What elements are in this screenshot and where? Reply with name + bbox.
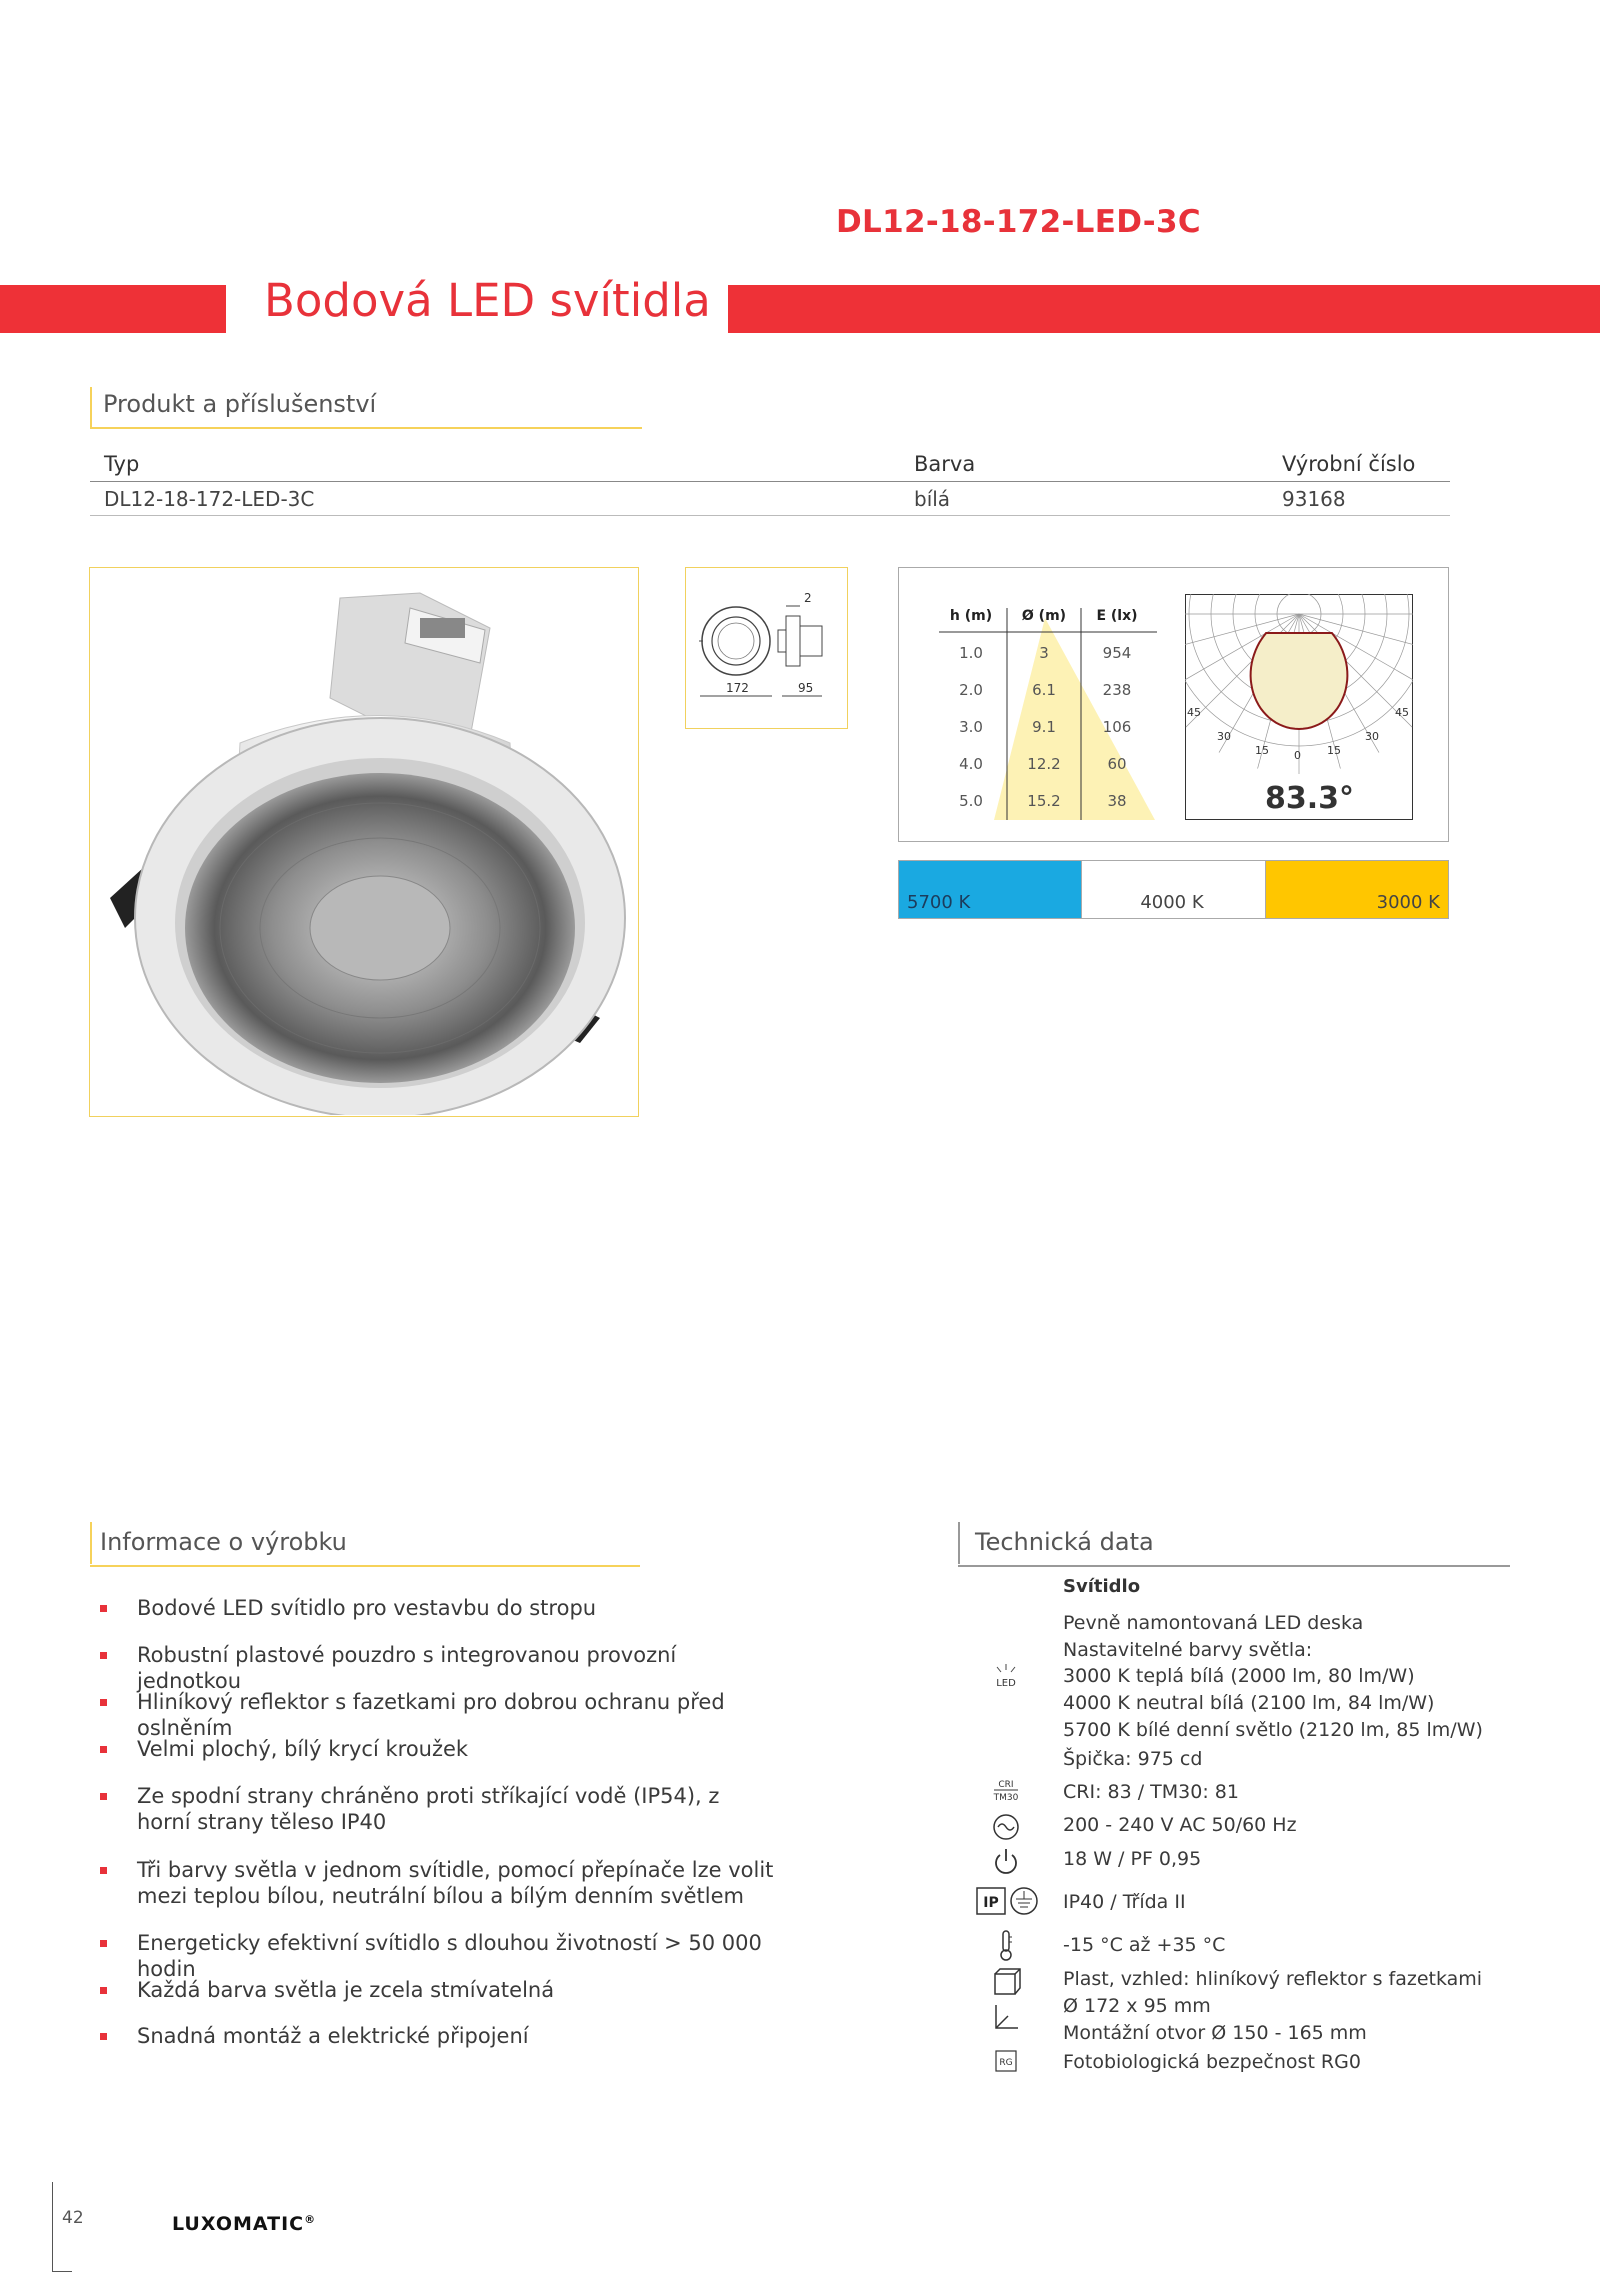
polar-label-45r: 45 [1395,706,1409,719]
bullet-marker [100,1867,107,1874]
temp-value: -15 °C až +35 °C [1063,1934,1226,1956]
polar-label-30r: 30 [1365,730,1379,743]
voltage-value: 200 - 240 V AC 50/60 Hz [1063,1814,1297,1836]
section-marker [958,1522,960,1564]
feature-item: Ze spodní strany chráněno proti stříkající vodě (IP54), z horní strany těleso IP40 [137,1784,720,1834]
illum-header-e: E (lx) [1096,608,1138,624]
product-photo-frame [89,567,639,1117]
led-line: Nastavitelné barvy světla: [1063,1639,1313,1661]
material-line: Ø 172 x 95 mm [1063,1995,1211,2017]
dim-width: 172 [726,681,749,695]
ip-value: IP40 / Třída II [1063,1891,1186,1913]
dimension-drawing-frame [685,567,848,729]
ip-class-icon [976,1886,1042,1922]
svg-text:TM30: TM30 [993,1793,1019,1803]
section-underline [90,1565,640,1567]
material-line: Montážní otvor Ø 150 - 165 mm [1063,2022,1367,2044]
led-line: 3000 K teplá bílá (2000 lm, 80 lm/W) [1063,1665,1415,1687]
power-icon [990,1846,1022,1880]
col-header-article: Výrobní číslo [1282,452,1416,476]
polar-label-0: 0 [1294,749,1301,762]
cct-4000-label: 4000 K [1140,892,1204,913]
col-header-color: Barva [914,452,976,476]
cct-strip [898,860,1449,919]
ac-voltage-icon [990,1812,1022,1846]
table-divider [90,481,1450,482]
power-value: 18 W / PF 0,95 [1063,1848,1202,1870]
led-line: Pevně namontovaná LED deska [1063,1612,1364,1634]
bullet-marker [100,1699,107,1706]
polar-label-15l: 15 [1255,744,1269,757]
illum-cell: 106 [1102,718,1132,736]
bullet-marker [100,2033,107,2040]
feature-item: Snadná montáž a elektrické připojení [137,2024,529,2048]
illum-cell: 60 [1107,755,1127,773]
cct-4000 [1081,861,1265,918]
illum-cell: 2.0 [959,681,983,699]
illum-cell: 12.2 [1027,755,1061,773]
cct-5700 [899,861,1081,918]
led-icon [990,1660,1022,1700]
title-bar-right [728,285,1600,333]
dimensions-icon [990,2002,1022,2036]
illum-cell: 38 [1107,792,1127,810]
material-line: Fotobiologická bezpečnost RG0 [1063,2051,1361,2073]
section-underline [90,427,642,429]
led-line: Špička: 975 cd [1063,1748,1203,1770]
illum-cell: 3.0 [959,718,983,736]
bullet-marker [100,1652,107,1659]
tech-subtitle: Svítidlo [1063,1576,1141,1597]
material-icon [990,1966,1022,2000]
feature-item: Robustní plastové pouzdro s integrovanou provozní jednotkou [137,1643,677,1693]
illum-cell: 3 [1039,644,1049,662]
illum-cell: 6.1 [1032,681,1056,699]
polar-curve [1251,633,1348,729]
cct-3000 [1266,861,1448,918]
product-photo [90,568,637,1115]
table-bottom [90,515,1450,516]
feature-item: Velmi plochý, bílý krycí kroužek [137,1737,469,1761]
polar-diagram [1185,594,1413,820]
info-section-title: Informace o výrobku [100,1528,347,1556]
led-line: 4000 K neutral bílá (2100 lm, 84 lm/W) [1063,1692,1435,1714]
polar-label-15r: 15 [1327,744,1341,757]
feature-item: Energeticky efektivní svítidlo s dlouhou životností > 50 000 hodin [137,1931,762,1981]
section-underline [958,1565,1510,1567]
bullet-marker [100,1793,107,1800]
svg-text:CRI: CRI [998,1780,1014,1790]
led-line: 5700 K bílé denní světlo (2120 lm, 85 lm/W) [1063,1719,1483,1741]
illum-cell: 238 [1102,681,1132,699]
feature-item: Tři barvy světla v jednom svítidle, pomocí přepínače lze volit mezi teplou bílou, neutrální bílou a bílým denním světlem [137,1858,774,1908]
section-marker [90,387,92,429]
feature-item: Každá barva světla je zcela stmívatelná [137,1978,555,2002]
page-title: Bodová LED svítidla [264,274,711,327]
thermometer-icon [990,1928,1022,1966]
illum-cell: 15.2 [1027,792,1061,810]
beam-angle: 83.3° [1265,781,1355,816]
illum-cell: 1.0 [959,644,983,662]
material-line: Plast, vzhled: hliníkový reflektor s fazetkami [1063,1968,1483,1990]
cct-5700-label: 5700 K [907,892,971,913]
polar-label-30l: 30 [1217,730,1231,743]
bullet-marker [100,1940,107,1947]
photometric-panel [898,567,1449,842]
illum-cell: 954 [1102,644,1132,662]
col-header-type: Typ [104,452,140,476]
illum-header-h: h (m) [949,608,993,624]
cell-type: DL12-18-172-LED-3C [104,487,315,511]
title-bar-left [0,285,226,333]
svg-text:LED: LED [996,1678,1016,1689]
product-code: DL12-18-172-LED-3C [836,204,1201,240]
illum-cell: 4.0 [959,755,983,773]
cri-icon [990,1776,1022,1812]
footer-rule-vertical [52,2182,53,2272]
cell-color: bílá [914,487,951,511]
dim-height: 95 [798,681,814,695]
cell-article: 93168 [1282,487,1346,511]
rg-icon [990,2048,1022,2078]
polar-label-45l: 45 [1187,706,1201,719]
section-marker [90,1522,92,1564]
svg-text:IP: IP [983,1895,999,1911]
feature-item: Hliníkový reflektor s fazetkami pro dobrou ochranu před oslněním [137,1690,725,1740]
illum-cell: 9.1 [1032,718,1056,736]
tech-section-title: Technická data [975,1528,1154,1556]
cri-value: CRI: 83 / TM30: 81 [1063,1781,1239,1803]
dimension-drawing [686,568,846,727]
illum-cell: 5.0 [959,792,983,810]
bullet-marker [100,1987,107,1994]
brand-logo: LUXOMATIC® [172,2213,317,2235]
feature-item: Bodové LED svítidlo pro vestavbu do stropu [137,1596,597,1620]
products-section-title: Produkt a příslušenství [103,390,377,418]
illum-header-d: Ø (m) [1021,608,1067,624]
bullet-marker [100,1605,107,1612]
page-number: 42 [62,2208,84,2228]
svg-text:RG: RG [999,2058,1013,2068]
dim-top: 2 [804,591,812,605]
cct-3000-label: 3000 K [1376,892,1440,913]
bullet-marker [100,1746,107,1753]
